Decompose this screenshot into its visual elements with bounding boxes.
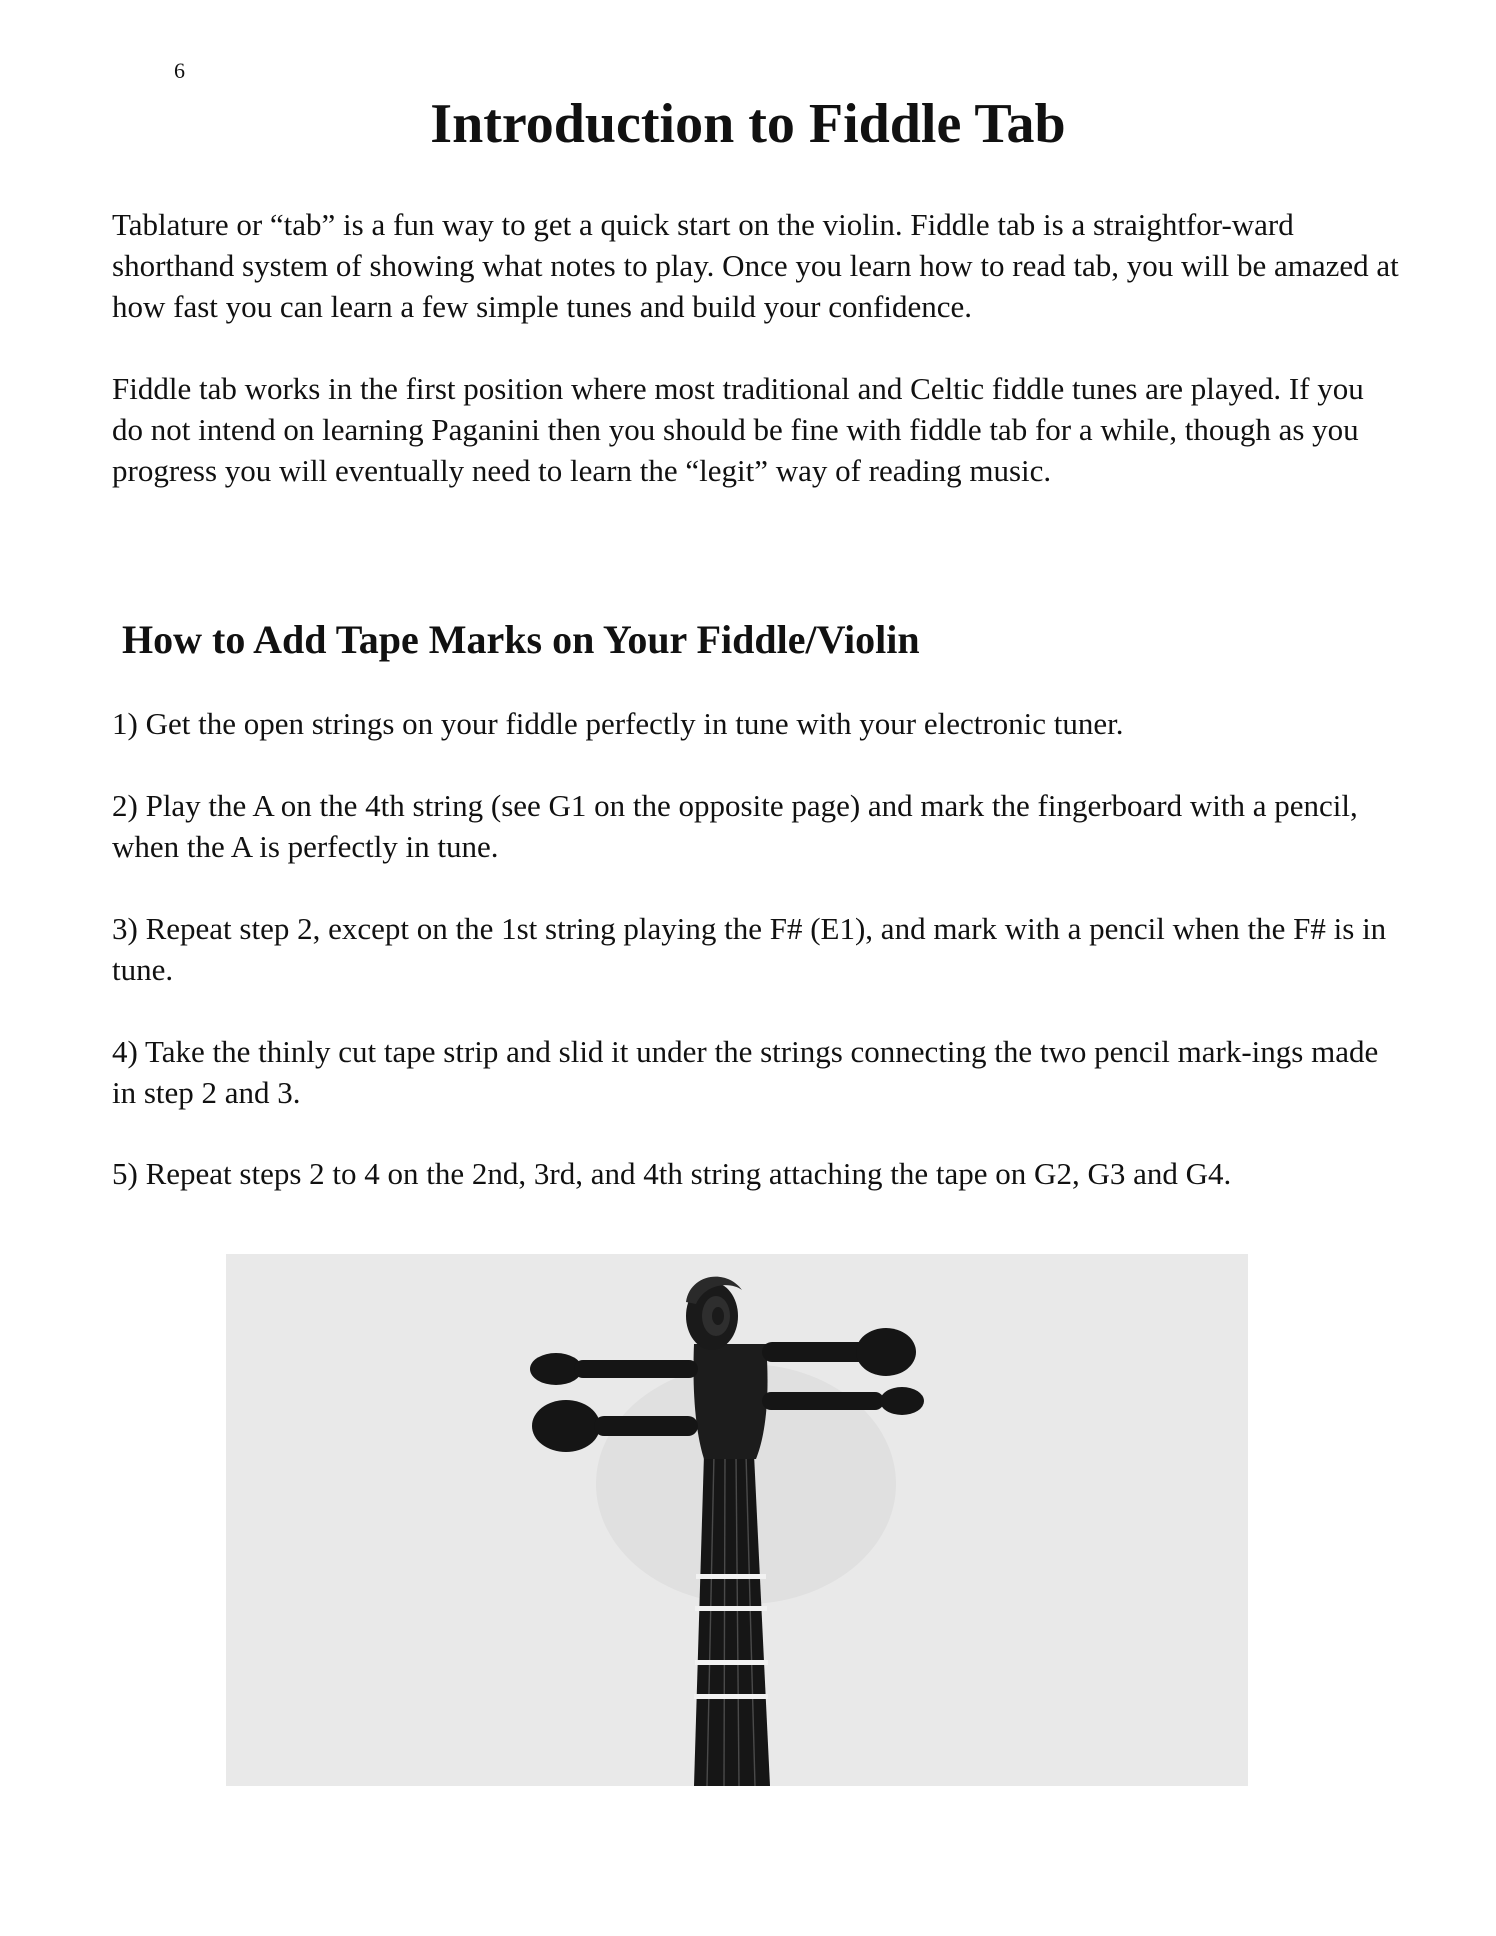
intro-paragraph-2: Fiddle tab works in the first position where most traditional and Celtic fiddle tunes are played. If you do not intend on learning Paganini then you should be fine with fiddle tab for a while, though as you progress you will eventually need to learn the “legit” way of reading music. (112, 371, 1364, 488)
peg-box (693, 1344, 767, 1459)
step-3: 3) Repeat step 2, except on the 1st string playing the F# (E1), and mark with a pencil when the F# is in tune. (112, 911, 1387, 987)
page-number: 6 (174, 58, 185, 83)
scroll (686, 1277, 742, 1350)
intro-paragraph-1: Tablature or “tab” is a fun way to get a quick start on the violin. Fiddle tab is a straightfor-ward shorthand system of showing what notes to play. Once you learn how to read tab, you will be amazed at how fast you can learn a few simple tunes and build your confidence. (112, 207, 1399, 324)
page-title: Introduction to Fiddle Tab (430, 93, 1066, 155)
step-1: 1) Get the open strings on your fiddle perfectly in tune with your electronic tuner. (112, 706, 1124, 741)
section-title: How to Add Tape Marks on Your Fiddle/Violin (122, 617, 920, 662)
step-5: 5) Repeat steps 2 to 4 on the 2nd, 3rd, and 4th string attaching the tape on G2, G3 and G4. (112, 1156, 1232, 1191)
step-4: 4) Take the thinly cut tape strip and slid it under the strings connecting the two pencil mark-ings made in step 2 and 3. (112, 1034, 1379, 1110)
step-2: 2) Play the A on the 4th string (see G1 on the opposite page) and mark the fingerboard with a pencil, when the A is perfectly in tune. (112, 788, 1358, 864)
violin-photo (226, 1254, 1248, 1786)
